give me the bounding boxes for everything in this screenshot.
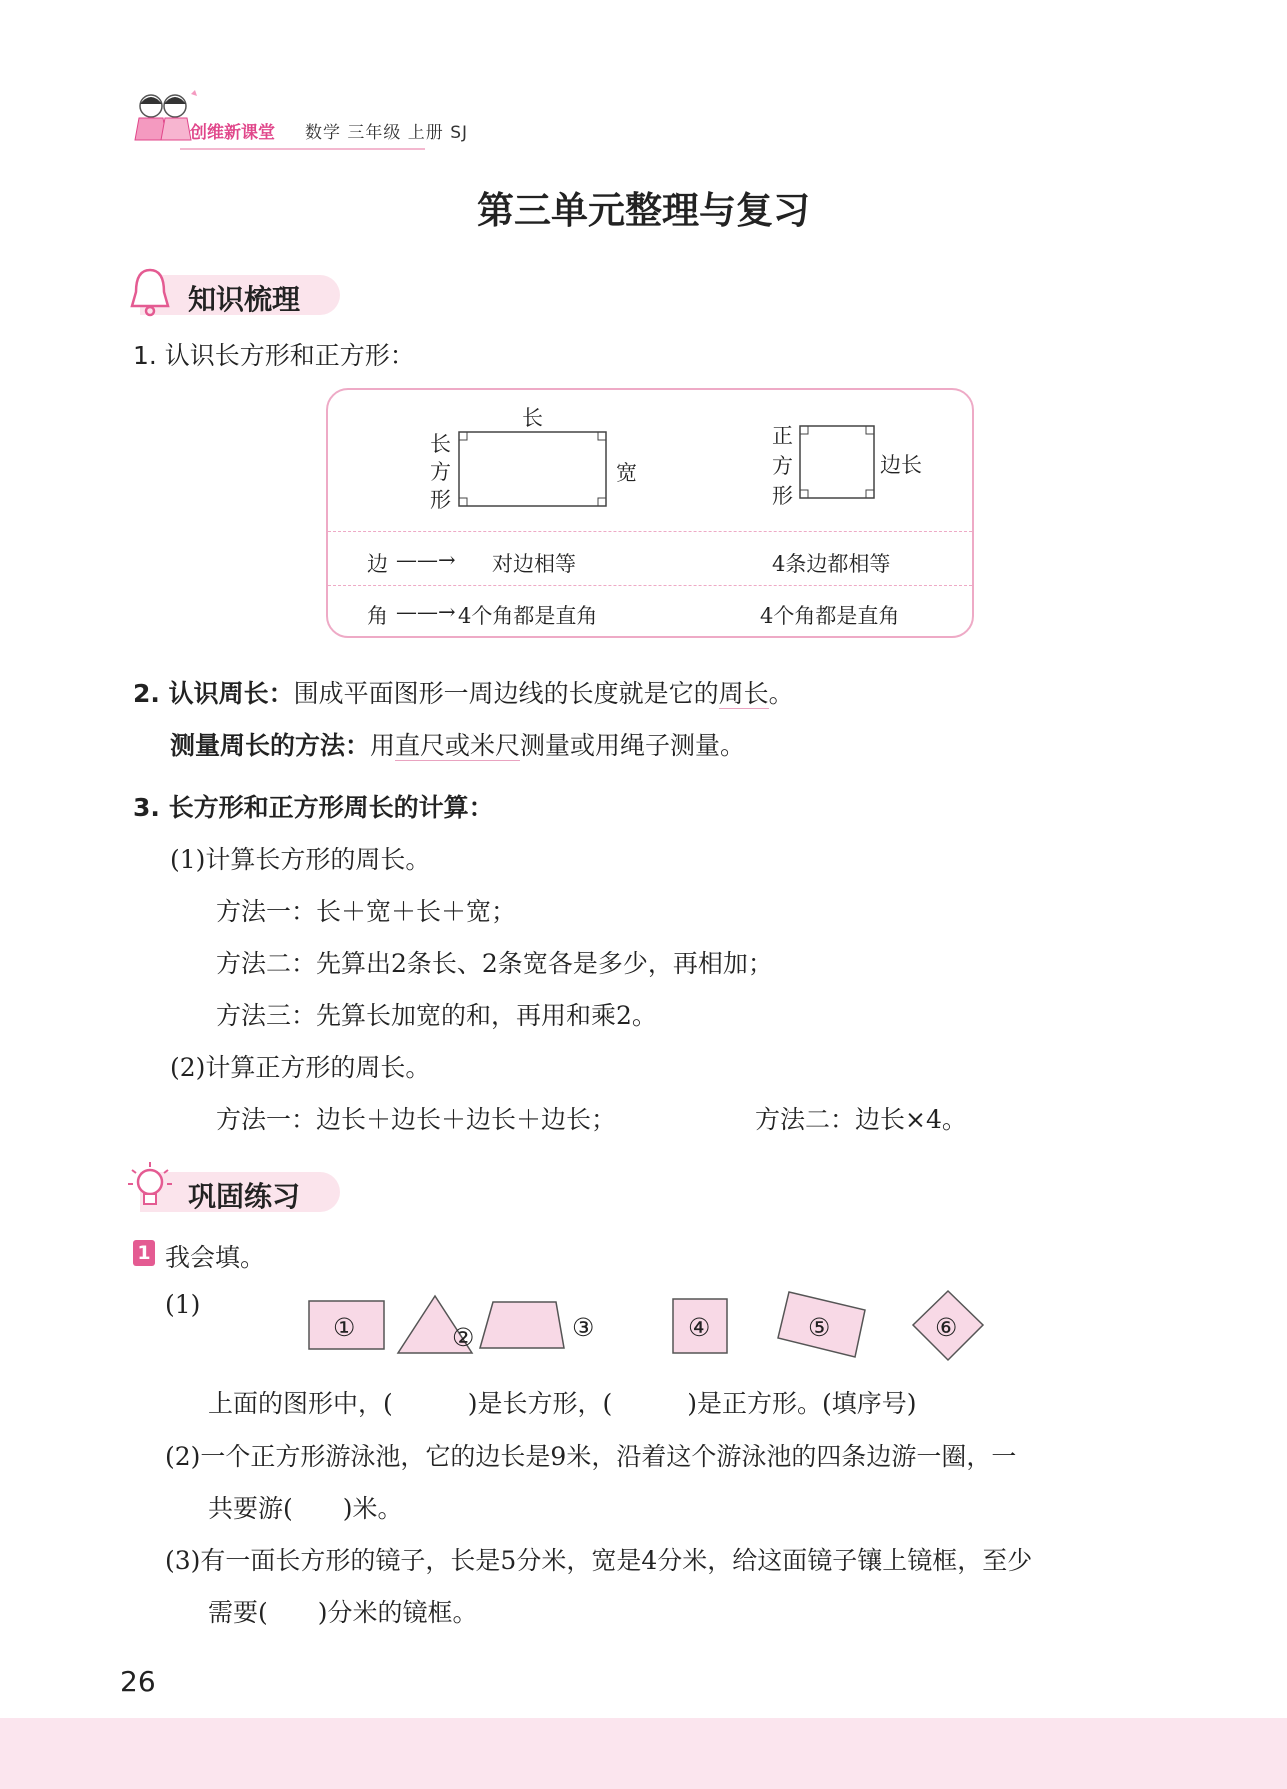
subject-info: 数学 三年级 上册 SJ	[305, 123, 469, 143]
shape-5-label: ⑤	[808, 1313, 831, 1342]
rect-perimeter-subheading: (1)计算长方形的周长。	[170, 845, 431, 874]
square-angle-property: 4个角都是直角	[760, 604, 900, 628]
row-edge-arrow: ——→	[396, 548, 456, 572]
item2-heading: 2. 认识周长：	[133, 679, 294, 708]
measure-text-pre: 用	[370, 731, 396, 760]
rectangle-diagram	[455, 428, 610, 510]
row-angle-arrow: ——→	[396, 600, 456, 624]
part3-line2: 需要( )分米的镜框。	[208, 1598, 478, 1627]
item2-definition: 围成平面图形一周边线的长度就是它的	[293, 679, 719, 708]
item2-line	[133, 674, 794, 710]
part3-line1: (3)有一面长方形的镜子，长是5分米，宽是4分米，给这面镜子镶上镜框，至少	[165, 1546, 1033, 1575]
shape-3-label: ③	[572, 1313, 595, 1342]
square-method-1: 方法一：边长＋边长＋边长＋边长；	[216, 1105, 617, 1134]
rect-method-2: 方法二：先算出2条长、2条宽各是多少，再相加；	[216, 949, 773, 978]
rect-side-char-2: 方	[430, 460, 451, 484]
shapes-row	[300, 1286, 1000, 1362]
measure-line	[170, 726, 745, 762]
shape-4-label: ④	[688, 1313, 711, 1342]
item1-heading: 1. 认识长方形和正方形：	[133, 341, 415, 370]
measure-text-post: 测量或用绳子测量。	[520, 731, 746, 760]
item3-heading: 3. 长方形和正方形周长的计算：	[133, 793, 494, 822]
table-divider-2	[328, 585, 972, 586]
lightbulb-icon	[126, 1160, 174, 1216]
shape-1-label: ①	[333, 1313, 356, 1342]
table-divider-1	[328, 531, 972, 532]
part1-number: (1)	[165, 1290, 201, 1319]
question-number-badge: 1	[133, 1240, 155, 1266]
header-divider	[180, 148, 425, 150]
section-title-knowledge: 知识梳理	[188, 283, 301, 316]
square-method-2: 方法二：边长×4。	[755, 1105, 967, 1134]
rect-method-1: 方法一：长＋宽＋长＋宽；	[216, 897, 517, 926]
rect-angle-property: 4个角都是直角	[458, 604, 598, 628]
square-diagram	[796, 422, 878, 502]
page-number: 26	[120, 1665, 156, 1698]
part1-question: 上面的图形中，( )是长方形，( )是正方形。(填序号)	[208, 1389, 917, 1418]
measure-heading: 测量周长的方法：	[170, 731, 371, 760]
shape-6-label: ⑥	[935, 1313, 958, 1342]
section-title-practice: 巩固练习	[188, 1180, 301, 1213]
square-side-char-3: 形	[772, 484, 793, 508]
rect-edge-property: 对边相等	[492, 552, 576, 576]
shape-2-label: ②	[452, 1323, 475, 1352]
row-angle-label: 角	[367, 604, 388, 628]
measure-tools: 直尺或米尺	[395, 731, 521, 760]
rect-side-char-1: 长	[430, 432, 451, 456]
rect-method-3: 方法三：先算长加宽的和，再用和乘2。	[216, 1001, 657, 1030]
square-side-char-2: 方	[772, 454, 793, 478]
part2-line2: 共要游( )米。	[208, 1494, 403, 1523]
rect-side-char-3: 形	[430, 488, 451, 512]
bell-icon	[128, 266, 172, 318]
square-side-label: 边长	[880, 453, 922, 477]
question-title: 我会填。	[165, 1243, 266, 1272]
item2-period: 。	[768, 679, 794, 708]
brand-name: 创维新课堂	[190, 123, 275, 143]
square-perimeter-subheading: (2)计算正方形的周长。	[170, 1053, 431, 1082]
footer-band	[0, 1718, 1287, 1789]
rect-length-label: 长	[522, 406, 543, 430]
part2-line1: (2)一个正方形游泳池，它的边长是9米，沿着这个游泳池的四条边游一圈，一	[165, 1442, 1017, 1471]
item2-perimeter-term: 周长	[718, 679, 769, 708]
square-edge-property: 4条边都相等	[772, 552, 891, 576]
row-edge-label: 边	[367, 552, 388, 576]
rect-width-label: 宽	[616, 461, 637, 485]
square-side-char-1: 正	[772, 424, 793, 448]
page-title: 第三单元整理与复习	[477, 189, 810, 232]
shape-3-trapezoid	[480, 1302, 564, 1348]
